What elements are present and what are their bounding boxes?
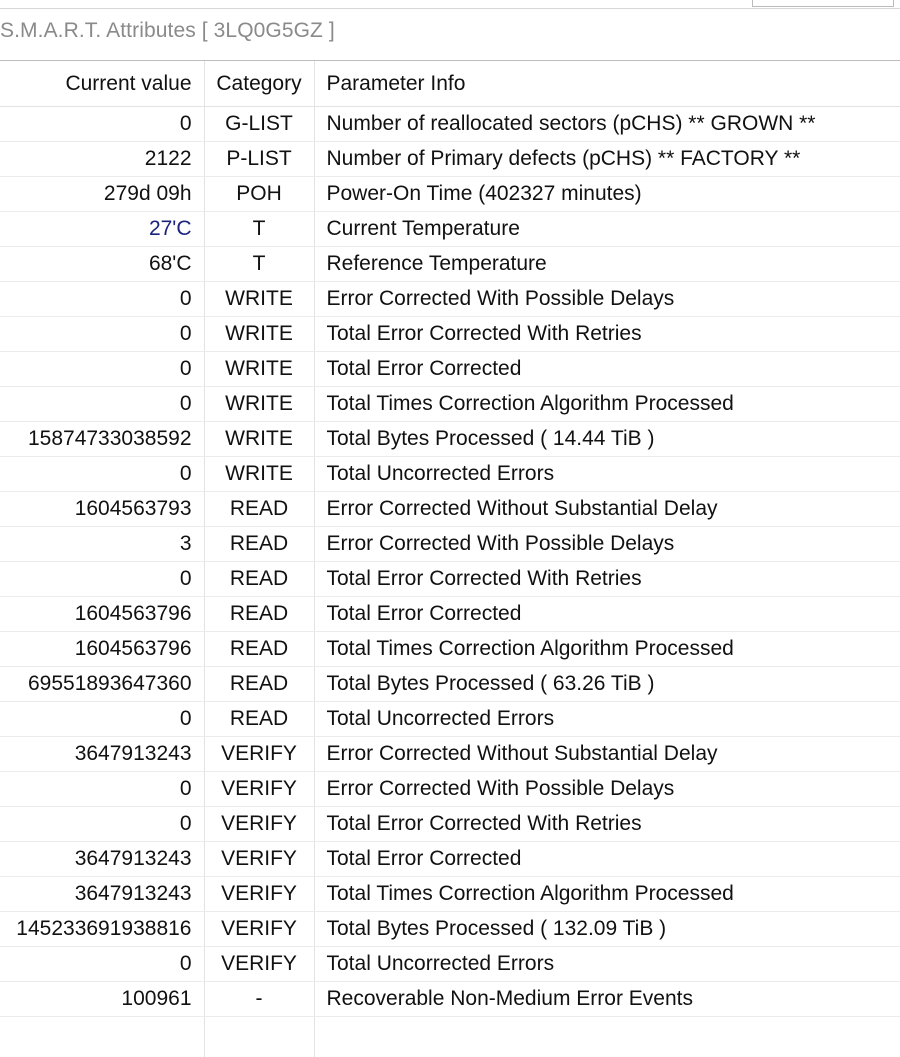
parameter-info-cell: Total Error Corrected — [314, 842, 900, 877]
parameter-info-cell: Error Corrected With Possible Delays — [314, 527, 900, 562]
current-value-cell: 1604563793 — [0, 492, 204, 527]
category-cell: VERIFY — [204, 842, 314, 877]
current-value-cell: 0 — [0, 387, 204, 422]
current-value-cell: 100961 — [0, 982, 204, 1017]
category-cell: READ — [204, 527, 314, 562]
table-row[interactable] — [0, 842, 900, 877]
category-cell: READ — [204, 702, 314, 737]
current-value-cell: 3 — [0, 527, 204, 562]
smart-attributes-table — [0, 61, 900, 1057]
table-row[interactable] — [0, 982, 900, 1017]
empty-row — [0, 1017, 900, 1057]
current-value-cell: 0 — [0, 282, 204, 317]
current-value-cell: 0 — [0, 107, 204, 142]
parameter-info-cell: Number of Primary defects (pCHS) ** FACTORY ** — [314, 142, 900, 177]
current-value-cell: 1604563796 — [0, 597, 204, 632]
category-cell: WRITE — [204, 317, 314, 352]
current-value-cell: 3647913243 — [0, 737, 204, 772]
window-title: S.M.A.R.T. Attributes [ 3LQ0G5GZ ] — [0, 14, 335, 48]
category-cell: POH — [204, 177, 314, 212]
category-cell: VERIFY — [204, 877, 314, 912]
parameter-info-cell: Total Times Correction Algorithm Processed — [314, 632, 900, 667]
background-window-fragment — [752, 0, 894, 7]
table-row[interactable] — [0, 247, 900, 282]
parameter-info-cell: Recoverable Non-Medium Error Events — [314, 982, 900, 1017]
empty-cell — [314, 1017, 900, 1057]
category-cell: WRITE — [204, 352, 314, 387]
current-value-cell: 0 — [0, 807, 204, 842]
current-value-cell: 0 — [0, 562, 204, 597]
current-value-cell: 0 — [0, 702, 204, 737]
current-value-cell: 2122 — [0, 142, 204, 177]
table-row[interactable] — [0, 422, 900, 457]
category-cell: READ — [204, 597, 314, 632]
category-cell: WRITE — [204, 422, 314, 457]
parameter-info-cell: Total Times Correction Algorithm Processed — [314, 387, 900, 422]
table-row[interactable] — [0, 947, 900, 982]
parameter-info-cell: Total Error Corrected With Retries — [314, 317, 900, 352]
category-cell: WRITE — [204, 457, 314, 492]
table-row[interactable] — [0, 597, 900, 632]
parameter-info-cell: Reference Temperature — [314, 247, 900, 282]
parameter-info-cell: Error Corrected Without Substantial Delay — [314, 737, 900, 772]
parameter-info-cell: Total Uncorrected Errors — [314, 457, 900, 492]
parameter-info-cell: Total Uncorrected Errors — [314, 702, 900, 737]
current-value-cell: 279d 09h — [0, 177, 204, 212]
category-cell: VERIFY — [204, 772, 314, 807]
parameter-info-cell: Total Error Corrected With Retries — [314, 807, 900, 842]
category-cell: READ — [204, 492, 314, 527]
current-value-cell: 0 — [0, 457, 204, 492]
parameter-info-cell: Total Error Corrected — [314, 352, 900, 387]
table-row[interactable] — [0, 282, 900, 317]
current-value-cell: 0 — [0, 317, 204, 352]
column-header-category[interactable]: Category — [204, 61, 314, 107]
table-row[interactable] — [0, 107, 900, 142]
category-cell: VERIFY — [204, 912, 314, 947]
table-row[interactable] — [0, 317, 900, 352]
parameter-info-cell: Error Corrected With Possible Delays — [314, 282, 900, 317]
table-header-row — [0, 61, 900, 107]
parameter-info-cell: Total Uncorrected Errors — [314, 947, 900, 982]
table-row[interactable] — [0, 492, 900, 527]
parameter-info-cell: Total Error Corrected — [314, 597, 900, 632]
parameter-info-cell: Error Corrected With Possible Delays — [314, 772, 900, 807]
category-cell: VERIFY — [204, 807, 314, 842]
category-cell: G-LIST — [204, 107, 314, 142]
table-row[interactable] — [0, 632, 900, 667]
smart-attributes-table-container[interactable] — [0, 60, 900, 1045]
current-value-cell: 27'C — [0, 212, 204, 247]
category-cell: T — [204, 247, 314, 282]
category-cell: VERIFY — [204, 947, 314, 982]
table-row[interactable] — [0, 142, 900, 177]
category-cell: READ — [204, 632, 314, 667]
table-row[interactable] — [0, 702, 900, 737]
category-cell: READ — [204, 667, 314, 702]
current-value-cell: 68'C — [0, 247, 204, 282]
empty-cell — [204, 1017, 314, 1057]
table-row[interactable] — [0, 527, 900, 562]
table-row[interactable] — [0, 212, 900, 247]
category-cell: P-LIST — [204, 142, 314, 177]
current-value-cell: 3647913243 — [0, 842, 204, 877]
column-header-current-value[interactable]: Current value — [0, 61, 204, 107]
category-cell: VERIFY — [204, 737, 314, 772]
category-cell: READ — [204, 562, 314, 597]
category-cell: WRITE — [204, 282, 314, 317]
parameter-info-cell: Total Error Corrected With Retries — [314, 562, 900, 597]
table-row[interactable] — [0, 177, 900, 212]
table-row[interactable] — [0, 457, 900, 492]
table-row[interactable] — [0, 737, 900, 772]
column-header-parameter-info[interactable]: Parameter Info — [314, 61, 900, 107]
table-row[interactable] — [0, 562, 900, 597]
table-row[interactable] — [0, 352, 900, 387]
table-row[interactable] — [0, 807, 900, 842]
table-body — [0, 107, 900, 1057]
parameter-info-cell: Number of reallocated sectors (pCHS) ** GROWN ** — [314, 107, 900, 142]
window-top-edge — [0, 0, 900, 9]
table-row[interactable] — [0, 772, 900, 807]
current-value-cell: 0 — [0, 352, 204, 387]
parameter-info-cell: Total Times Correction Algorithm Processed — [314, 877, 900, 912]
parameter-info-cell: Total Bytes Processed ( 63.26 TiB ) — [314, 667, 900, 702]
current-value-cell: 145233691938816 — [0, 912, 204, 947]
category-cell: WRITE — [204, 387, 314, 422]
current-value-cell: 69551893647360 — [0, 667, 204, 702]
table-row[interactable] — [0, 912, 900, 947]
category-cell: - — [204, 982, 314, 1017]
parameter-info-cell: Total Bytes Processed ( 14.44 TiB ) — [314, 422, 900, 457]
current-value-cell: 3647913243 — [0, 877, 204, 912]
current-value-cell: 0 — [0, 947, 204, 982]
table-row[interactable] — [0, 667, 900, 702]
category-cell: T — [204, 212, 314, 247]
current-value-cell: 0 — [0, 772, 204, 807]
empty-cell — [0, 1017, 204, 1057]
current-value-cell: 1604563796 — [0, 632, 204, 667]
table-row[interactable] — [0, 877, 900, 912]
parameter-info-cell: Current Temperature — [314, 212, 900, 247]
parameter-info-cell: Error Corrected Without Substantial Delay — [314, 492, 900, 527]
table-row[interactable] — [0, 387, 900, 422]
parameter-info-cell: Total Bytes Processed ( 132.09 TiB ) — [314, 912, 900, 947]
current-value-cell: 15874733038592 — [0, 422, 204, 457]
parameter-info-cell: Power-On Time (402327 minutes) — [314, 177, 900, 212]
